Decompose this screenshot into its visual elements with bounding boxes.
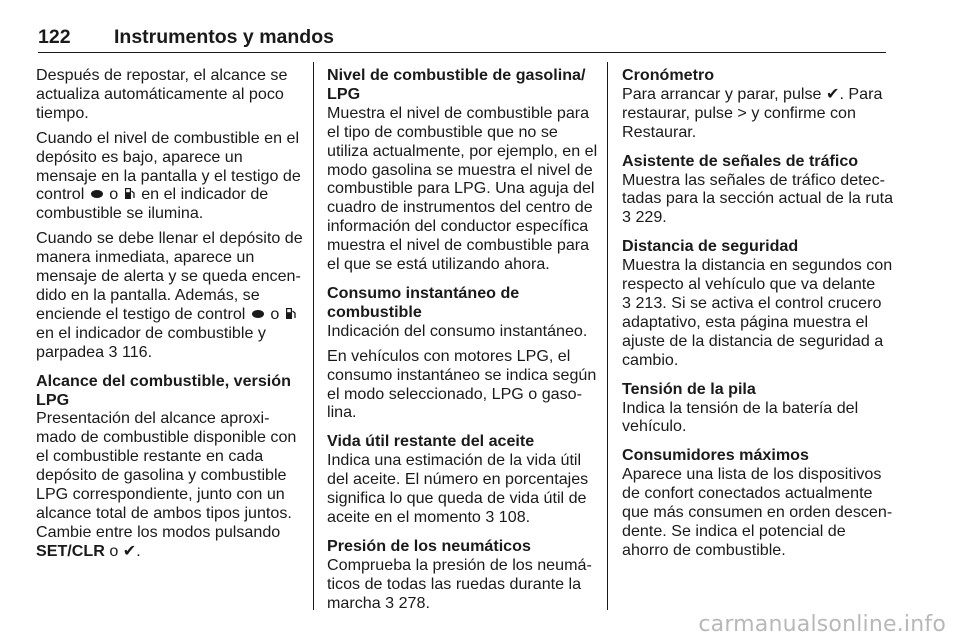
section-heading: Vida útil restante del aceite	[327, 432, 535, 451]
paragraph: En vehículos con motores LPG, el consumo instantáneo se indica según el modo seleccionado, LPG o gaso- lina.	[327, 346, 597, 422]
paragraph: Aparece una lista de los dispositivos de confort conectados actualmente que más consumen en orden descen- dente. Se indica el potencial de ahorro de combustible.	[622, 465, 893, 559]
page-reference[interactable]: 116.	[121, 342, 153, 361]
fuel-pump-icon	[285, 307, 297, 320]
page-reference[interactable]: 108.	[498, 507, 531, 526]
chevron-right-icon: >	[737, 103, 747, 122]
paragraph: Indica una estimación de la vida útil del aceite. El número en porcentajes significa lo que queda de vida útil de aceite en el momento 3 108.	[327, 451, 589, 526]
paragraph: Comprueba la presión de los neumá- ticos de todas las ruedas durante la marcha 3 278.	[327, 555, 592, 612]
paragraph: Cuando el nivel de combustible en el depósito es bajo, aparece un mensaje en la pantalla y el testigo de control o en el indicador de combustible se ilumina.	[36, 128, 301, 223]
paragraph: Muestra el nivel de combustible para el tipo de combustible que no se utiliza actualmente, por ejemplo, en el modo gasolina se muestra el nivel de combustible para LPG. Una aguja del cuadro de instrumentos del centro de información del conductor específica muestra el nivel de combustible para el que se está utilizando ahora.	[327, 103, 598, 274]
paragraph: Cuando se debe llenar el depósito de manera inmediata, aparece un mensaje de alerta y se queda encen- dido en la pantalla. Además, se enciende el testigo de control o en el indicador de combustible y parpadea 3 116.	[36, 229, 303, 361]
section-heading: Nivel de combustible de gasolina/ LPG	[327, 66, 586, 103]
section-heading: Presión de los neumáticos	[327, 536, 531, 555]
column-divider-1	[313, 62, 314, 610]
section-heading: Alcance del combustible, versión LPG	[36, 371, 291, 409]
section-heading: Tensión de la pila	[622, 379, 756, 398]
paragraph: Muestra la distancia en segundos con respecto al vehículo que va delante 3 213. Si se activa el control crucero adaptativo, esta página muestra el ajuste de la distancia de seguridad a cambio.	[622, 256, 893, 369]
page-header	[38, 26, 886, 53]
column-divider-2	[607, 62, 608, 610]
paragraph: Indica la tensión de la batería del vehículo.	[622, 398, 859, 436]
paragraph: Después de repostar, el alcance se actualiza automáticamente al poco tiempo.	[36, 66, 288, 122]
page-reference-arrow-icon: 3	[108, 342, 118, 361]
column-3	[622, 66, 894, 566]
paragraph: Muestra las señales de tráfico detec- tadas para la sección actual de la ruta 3 229.	[622, 170, 894, 227]
page-number: 122	[38, 26, 71, 48]
section-heading: Consumo instantáneo de combustible	[327, 283, 520, 321]
watermark: carmanualsonline.info	[698, 612, 946, 637]
column-1	[36, 66, 303, 567]
section-heading: Distancia de seguridad	[622, 237, 799, 256]
page-reference[interactable]: 229.	[635, 208, 667, 227]
warning-lamp-icon	[91, 190, 103, 198]
section-heading: Asistente de señales de tráfico	[622, 151, 859, 170]
paragraph: Para arrancar y parar, pulse ✔. Para restaurar, pulse > y confirme con Restaurar.	[622, 84, 883, 141]
fuel-pump-icon	[124, 187, 136, 200]
paragraph: Presentación del alcance aproxi- mado de combustible disponible con el combustible restante en cada depósito de gasolina y combustible LPG correspondiente, junto con un alcance total de ambos tipos juntos. Cambie entre los modos pulsando SET/CLR o ✔.	[36, 409, 297, 560]
paragraph: Indicación del consumo instantáneo.	[327, 321, 588, 340]
page-reference[interactable]: 278.	[398, 593, 430, 612]
check-icon: ✔	[825, 84, 840, 103]
page-reference-arrow-icon: 3	[622, 208, 631, 227]
page-title: Instrumentos y mandos	[114, 26, 334, 48]
column-2	[327, 66, 598, 618]
page-reference[interactable]: 213. Si se activa el control crucero	[635, 293, 882, 312]
warning-lamp-icon	[252, 310, 264, 318]
page-reference-arrow-icon: 3	[622, 293, 631, 312]
page-reference-arrow-icon: 3	[385, 593, 395, 612]
section-heading: Cronómetro	[622, 66, 715, 84]
section-heading: Consumidores máximos	[622, 446, 809, 465]
check-icon: ✔	[122, 541, 137, 560]
page-reference-arrow-icon: 3	[485, 507, 495, 526]
